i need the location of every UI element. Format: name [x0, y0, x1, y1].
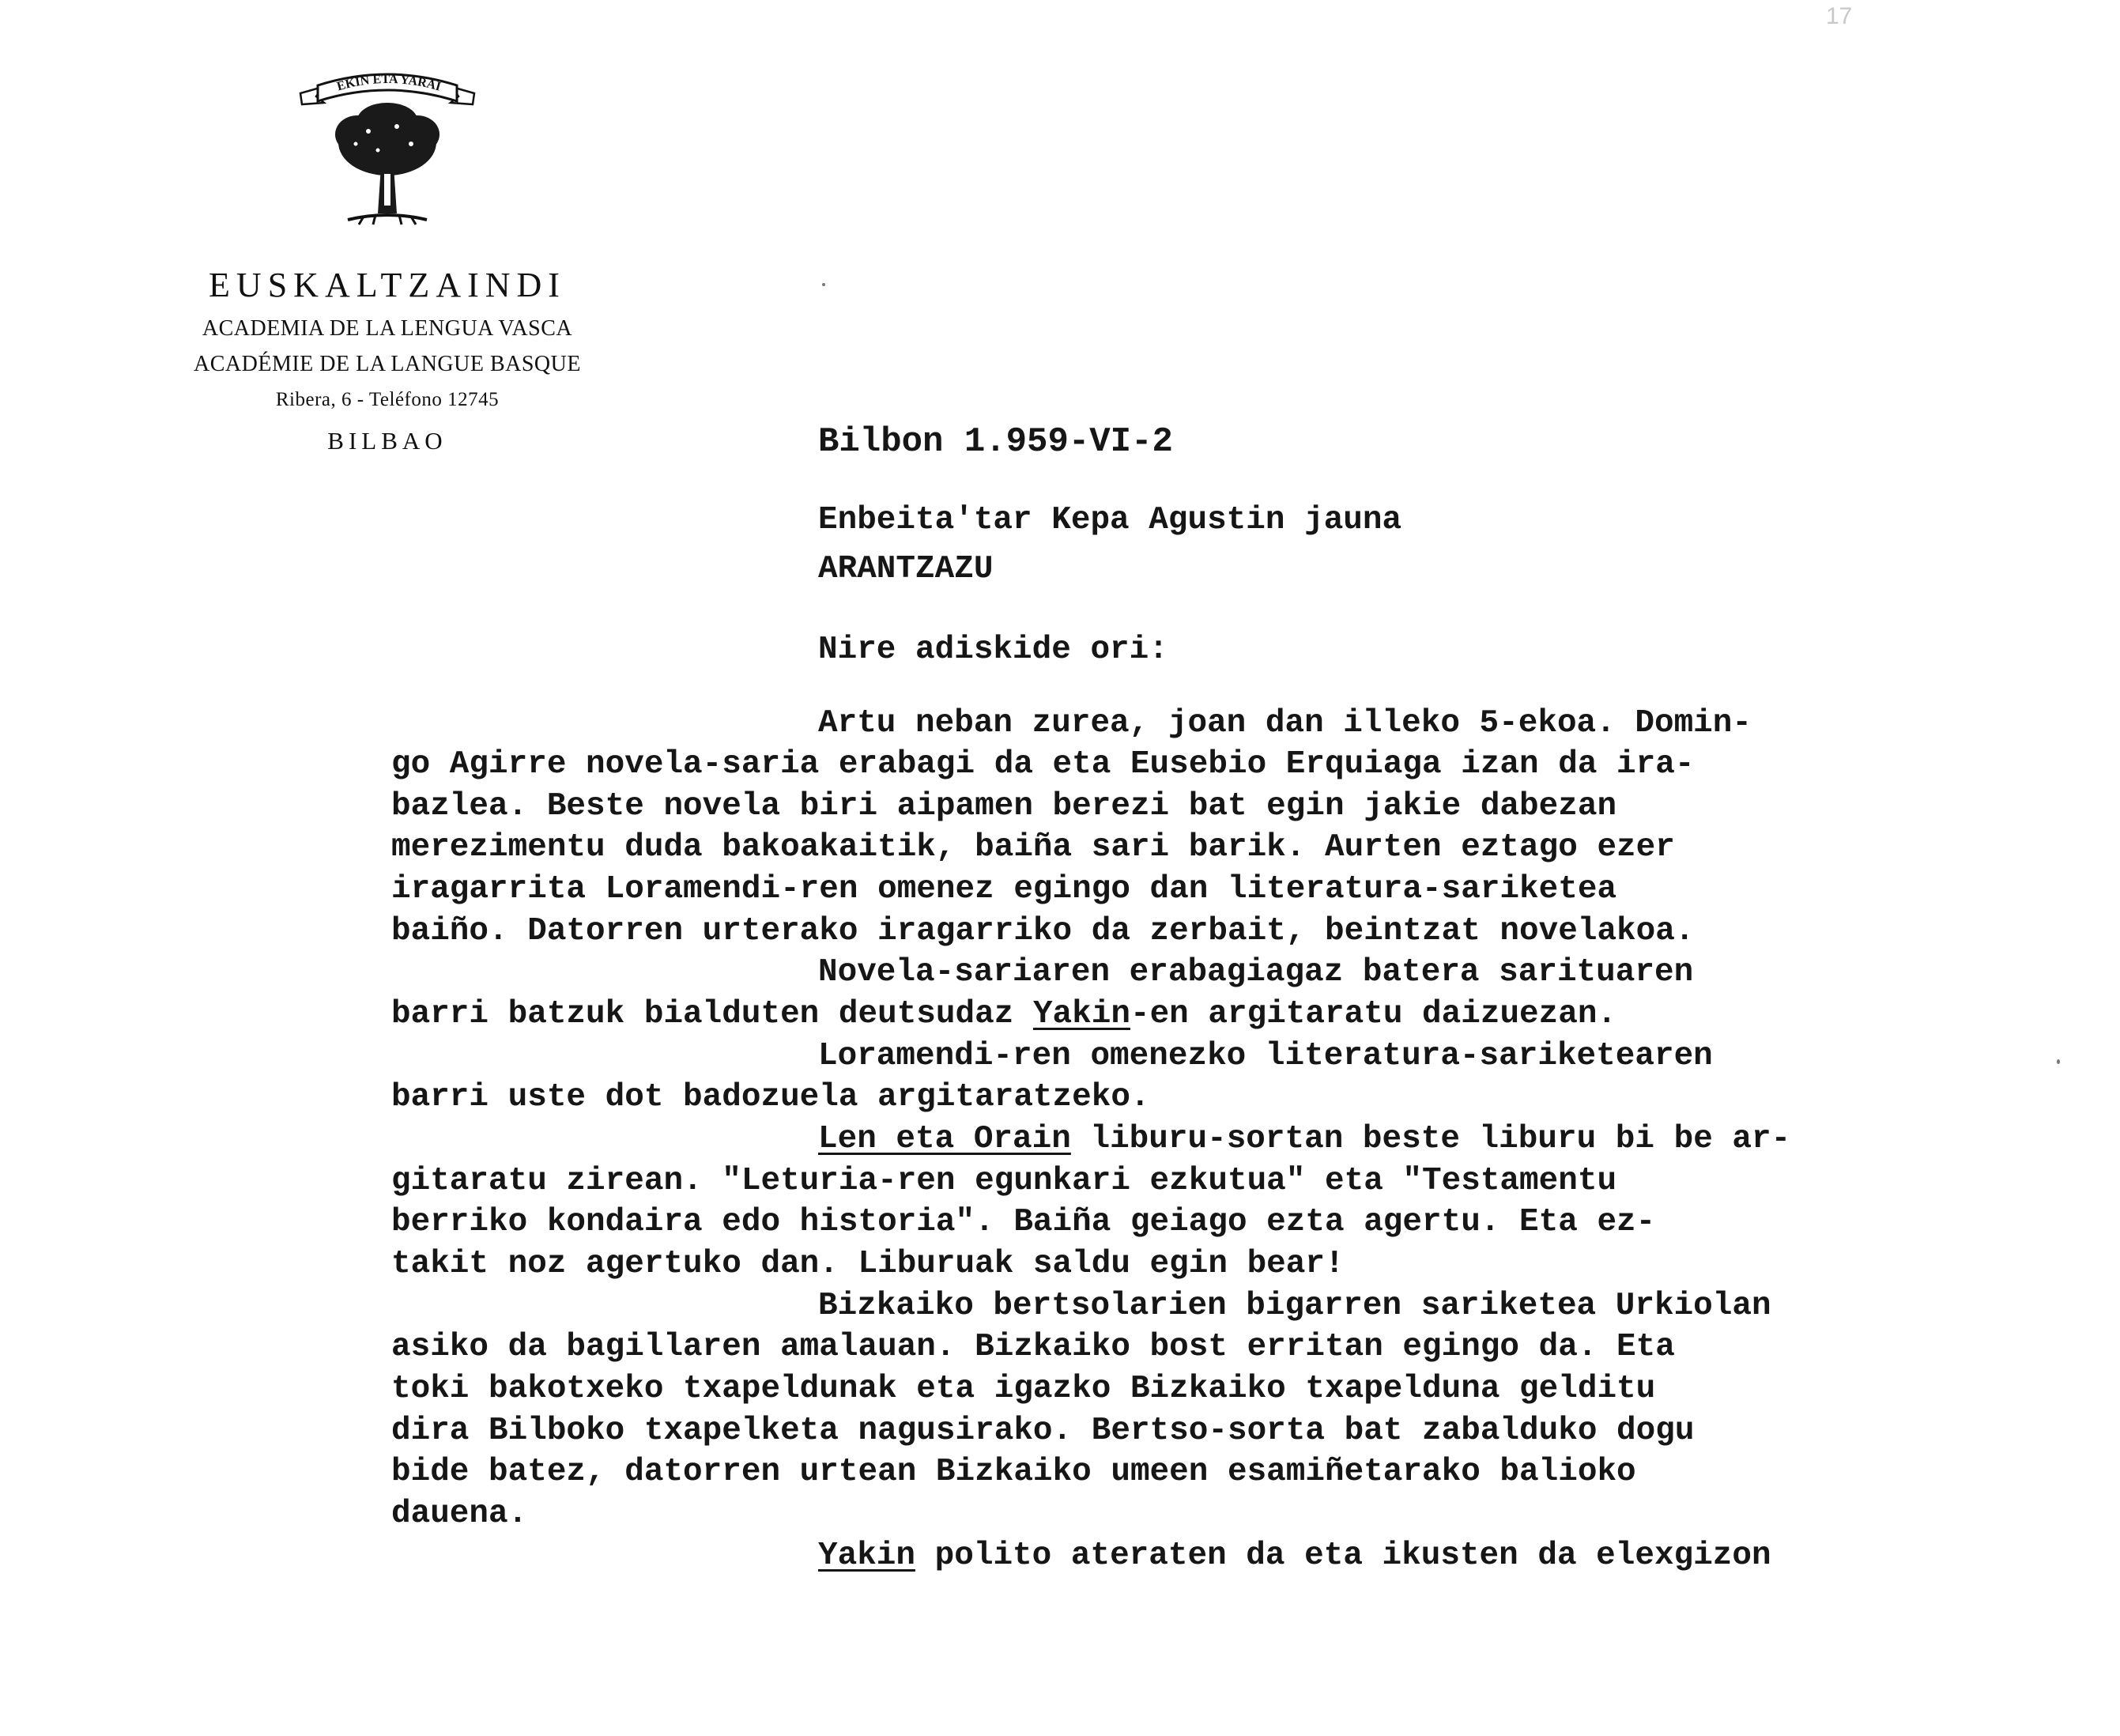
- body-line: takit noz agertuko dan. Liburuak saldu egin bear!: [391, 1246, 1345, 1282]
- len-eta-orain-underlined: Len eta Orain: [818, 1121, 1071, 1157]
- scan-speck: [2057, 1059, 2060, 1064]
- body-line: go Agirre novela-saria erabagi da eta Eusebio Erquiaga izan da ira-: [391, 746, 1695, 783]
- body-line: bide batez, datorren urtean Bizkaiko umeen esamiñetarako balioko: [391, 1454, 1636, 1490]
- academy-subtitle-fr: ACADÉMIE DE LA LANGUE BASQUE: [194, 352, 581, 376]
- academy-address: Ribera, 6 - Teléfono 12745: [275, 389, 500, 410]
- body-text: polito ateraten da eta ikusten da elexgizon: [915, 1538, 1771, 1574]
- body-text: -en argitaratu daizuezan.: [1130, 996, 1617, 1032]
- body-line: berriko kondaira edo historia". Baiña geiago ezta agertu. Eta ez-: [391, 1204, 1656, 1240]
- salutation: Nire adiskide ori:: [818, 632, 1168, 668]
- academy-city: BILBAO: [327, 427, 447, 455]
- body-text: liburu-sortan beste liburu bi be ar-: [1070, 1121, 1791, 1157]
- page-number-mark: 17: [1826, 3, 1853, 29]
- body-line: [818, 1540, 1771, 1572]
- body-line: iragarrita Loramendi-ren omenez egingo dan literatura-sariketea: [391, 871, 1617, 908]
- body-line: [818, 1123, 1790, 1156]
- academy-subtitle-es: ACADEMIA DE LA LENGUA VASCA: [202, 316, 573, 341]
- recipient-place: ARANTZAZU: [818, 551, 994, 587]
- yakin-underlined: Yakin: [1032, 996, 1130, 1032]
- body-line: baiño. Datorren urterako iragarriko da zerbait, beintzat novelakoa.: [391, 913, 1695, 949]
- body-line: gitaratu zirean. "Leturia-ren egunkari ezkutua" eta "Testamentu: [391, 1163, 1617, 1199]
- recipient-name: Enbeita'tar Kepa Agustin jauna: [818, 502, 1402, 538]
- body-text: barri batzuk bialduten deutsudaz: [391, 996, 1033, 1032]
- tree-logo: [292, 55, 482, 237]
- body-line: Bizkaiko bertsolarien bigarren sariketea Urkiolan: [818, 1288, 1771, 1324]
- body-line: toki bakotxeko txapeldunak eta igazko Bizkaiko txapelduna gelditu: [391, 1371, 1656, 1407]
- body-line: Loramendi-ren omenezko literatura-sariketearen: [818, 1038, 1713, 1074]
- scan-speck: [822, 283, 825, 286]
- motto-text: EKIN ETA YARAI: [335, 72, 443, 94]
- body-line: barri uste dot badozuela argitaratzeko.: [391, 1079, 1150, 1115]
- body-line: [391, 998, 1616, 1031]
- body-line: dira Bilboko txapelketa nagusirako. Bertso-sorta bat zabalduko dogu: [391, 1413, 1695, 1449]
- letter-date: Bilbon 1.959-VI-2: [818, 422, 1173, 462]
- body-line: Artu neban zurea, joan dan illeko 5-ekoa. Domin-: [818, 705, 1752, 742]
- academy-name: EUSKALTZAINDI: [209, 266, 566, 304]
- body-line: bazlea. Beste novela biri aipamen berezi bat egin jakie dabezan: [391, 788, 1617, 825]
- body-line: merezimentu duda bakoakaitik, baiña sari barik. Aurten eztago ezer: [391, 829, 1675, 866]
- body-line: asiko da bagillaren amalauan. Bizkaiko bost erritan egingo da. Eta: [391, 1329, 1675, 1365]
- body-line: Novela-sariaren erabagiagaz batera sarituaren: [818, 954, 1694, 991]
- yakin-underlined: Yakin: [818, 1538, 916, 1574]
- body-line: dauena.: [391, 1496, 528, 1532]
